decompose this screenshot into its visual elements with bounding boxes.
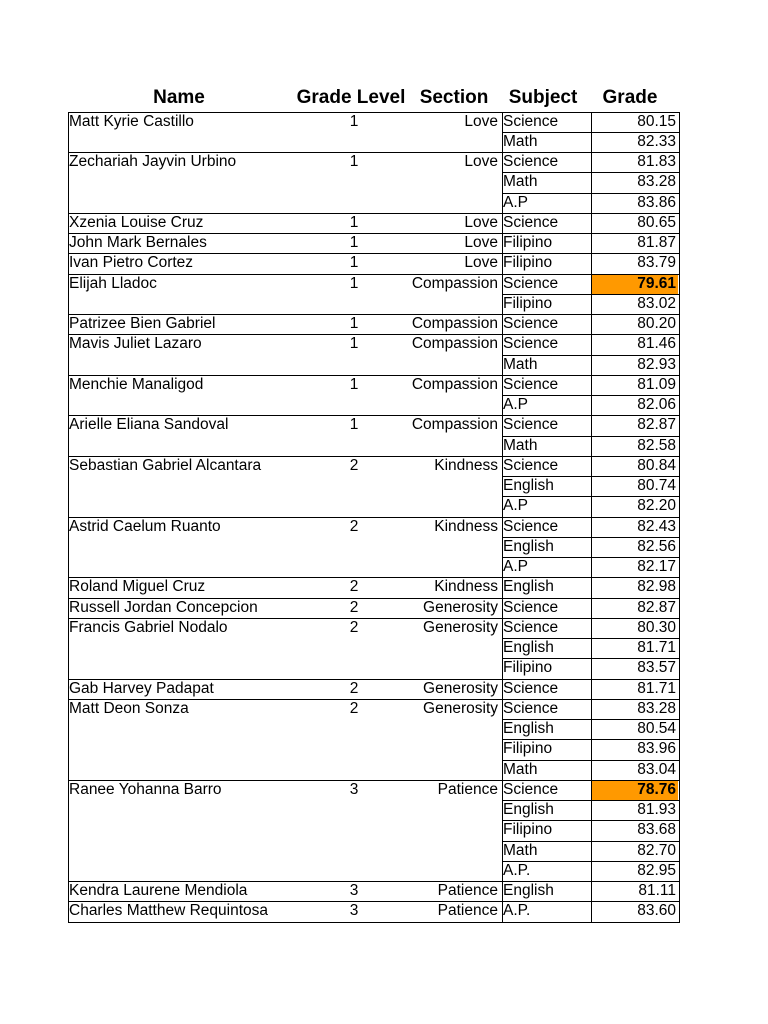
- student-divider: [68, 375, 680, 376]
- student-divider: [68, 415, 680, 416]
- section-name: Love: [464, 213, 498, 231]
- grade-level: 3: [349, 902, 359, 920]
- subject-cell: Math: [503, 760, 538, 778]
- student-name: Zechariah Jayvin Urbino: [69, 153, 237, 170]
- grade-cell: 82.87: [637, 598, 676, 616]
- grade-cell: 82.06: [637, 396, 676, 413]
- grade-cell: 80.15: [637, 112, 676, 130]
- grade-level: 1: [349, 416, 359, 434]
- subject-cell: Science: [503, 274, 559, 292]
- header-subject: Subject: [508, 87, 578, 108]
- student-name: Charles Matthew Requintosa: [69, 902, 269, 920]
- table-top-border: [68, 112, 680, 113]
- subject-cell: Filipino: [503, 254, 553, 272]
- student-divider: [68, 314, 680, 315]
- student-name: Gab Harvey Padapat: [69, 679, 214, 697]
- grade-cell: 81.71: [637, 679, 676, 697]
- column-line-0: [68, 112, 69, 923]
- grade-cell: 83.57: [637, 659, 676, 677]
- subject-cell: Math: [503, 132, 538, 150]
- section-name: Generosity: [423, 699, 498, 717]
- grade-level: 1: [349, 213, 359, 231]
- student-divider: [68, 618, 680, 619]
- subject-cell: A.P: [503, 558, 528, 575]
- subject-cell: Math: [503, 436, 538, 454]
- student-divider: [68, 274, 680, 275]
- grade-level: 2: [349, 578, 359, 596]
- grade-cell: 81.71: [637, 639, 676, 656]
- grade-cell: 83.79: [637, 254, 676, 272]
- header-grade-level: Grade Level: [296, 87, 406, 108]
- grade-cell: 82.93: [637, 355, 676, 373]
- grade-level: 1: [349, 112, 359, 130]
- grade-cell: 82.33: [637, 132, 676, 150]
- section-name: Compassion: [411, 375, 498, 393]
- subject-cell: Math: [503, 355, 538, 373]
- low-grade-cell: 79.61: [591, 274, 678, 294]
- student-divider: [68, 699, 680, 700]
- student-name: John Mark Bernales: [69, 234, 207, 251]
- section-name: Compassion: [411, 335, 498, 353]
- subject-cell: English: [503, 801, 554, 818]
- subject-cell: Science: [503, 416, 559, 434]
- subject-cell: Science: [503, 456, 559, 474]
- grade-cell: 82.20: [637, 497, 676, 515]
- grade-level: 2: [349, 618, 359, 636]
- grade-cell: 81.83: [637, 153, 676, 170]
- student-name: Francis Gabriel Nodalo: [69, 618, 228, 636]
- grade-cell: 80.74: [637, 477, 676, 494]
- grade-cell: 82.56: [637, 537, 676, 555]
- grade-cell: 80.20: [637, 315, 676, 332]
- student-divider: [68, 213, 680, 214]
- section-name: Generosity: [423, 598, 498, 616]
- student-divider: [68, 881, 680, 882]
- subject-cell: Filipino: [503, 234, 553, 251]
- subject-cell: Science: [503, 679, 559, 697]
- grade-cell: 81.46: [637, 335, 676, 353]
- student-name: Menchie Manaligod: [69, 375, 204, 393]
- subject-cell: Science: [503, 315, 559, 332]
- student-divider: [68, 152, 680, 153]
- grade-cell: 83.60: [637, 902, 676, 920]
- subject-cell: Filipino: [503, 294, 553, 312]
- subject-cell: Filipino: [503, 740, 553, 758]
- grade-level: 2: [349, 598, 359, 616]
- section-name: Patience: [437, 902, 498, 920]
- subject-cell: A.P: [503, 193, 528, 211]
- student-name: Astrid Caelum Ruanto: [69, 517, 221, 535]
- column-line-3: [679, 112, 680, 923]
- subject-cell: A.P: [503, 497, 528, 515]
- subject-cell: Science: [503, 618, 559, 636]
- grade-level: 1: [349, 234, 359, 251]
- grade-cell: 82.17: [637, 558, 676, 575]
- section-name: Generosity: [423, 618, 498, 636]
- student-divider: [68, 901, 680, 902]
- student-divider: [68, 577, 680, 578]
- student-divider: [68, 334, 680, 335]
- grade-cell: 82.70: [637, 841, 676, 859]
- subject-cell: English: [503, 477, 554, 494]
- student-divider: [68, 679, 680, 680]
- subject-cell: A.P: [503, 396, 528, 413]
- section-name: Compassion: [411, 416, 498, 434]
- student-divider: [68, 922, 680, 923]
- section-name: Compassion: [411, 315, 498, 332]
- section-name: Kindness: [434, 456, 498, 474]
- subject-cell: Science: [503, 153, 559, 170]
- grade-level: 1: [349, 315, 359, 332]
- subject-cell: Science: [503, 112, 559, 130]
- student-divider: [68, 780, 680, 781]
- student-divider: [68, 517, 680, 518]
- grade-cell: 83.02: [637, 294, 676, 312]
- grade-level: 2: [349, 679, 359, 697]
- subject-cell: Filipino: [503, 821, 553, 839]
- grade-cell: 82.43: [637, 517, 676, 535]
- subject-cell: Science: [503, 335, 559, 353]
- section-name: Compassion: [411, 274, 498, 292]
- grade-cell: 80.30: [637, 618, 676, 636]
- grade-cell: 83.68: [637, 821, 676, 839]
- section-name: Love: [464, 112, 498, 130]
- subject-cell: Science: [503, 213, 559, 231]
- header-grade: Grade: [602, 87, 658, 108]
- grade-cell: 80.84: [637, 456, 676, 474]
- grade-cell: 80.54: [637, 720, 676, 737]
- section-name: Generosity: [423, 679, 498, 697]
- subject-cell: English: [503, 720, 554, 737]
- subject-cell: Science: [503, 598, 559, 616]
- subject-cell: A.P.: [503, 902, 531, 920]
- grade-level: 3: [349, 882, 359, 899]
- section-name: Love: [464, 153, 498, 170]
- grade-cell: 83.28: [637, 699, 676, 717]
- grade-cell: 81.87: [637, 234, 676, 251]
- section-name: Love: [464, 234, 498, 251]
- section-name: Patience: [437, 882, 498, 899]
- subject-cell: Science: [503, 699, 559, 717]
- column-line-2: [591, 112, 592, 923]
- grade-level: 1: [349, 375, 359, 393]
- student-name: Mavis Juliet Lazaro: [69, 335, 202, 353]
- section-name: Kindness: [434, 578, 498, 596]
- subject-cell: A.P.: [503, 861, 531, 879]
- subject-cell: Science: [503, 375, 559, 393]
- subject-cell: Math: [503, 173, 538, 191]
- grade-cell: 80.65: [637, 213, 676, 231]
- grade-level: 2: [349, 456, 359, 474]
- grade-cell: 82.98: [637, 578, 676, 596]
- grade-cell: 82.95: [637, 861, 676, 879]
- grade-cell: 83.96: [637, 740, 676, 758]
- header-name: Name: [153, 87, 205, 108]
- grade-cell: 81.93: [637, 801, 676, 818]
- section-name: Love: [464, 254, 498, 272]
- subject-cell: English: [503, 537, 554, 555]
- student-name: Arielle Eliana Sandoval: [69, 416, 229, 434]
- student-name: Kendra Laurene Mendiola: [69, 882, 248, 899]
- grade-level: 1: [349, 254, 359, 272]
- column-line-1: [502, 112, 503, 923]
- grade-cell: 83.04: [637, 760, 676, 778]
- student-name: Ranee Yohanna Barro: [69, 780, 222, 798]
- grade-level: 2: [349, 517, 359, 535]
- student-divider: [68, 233, 680, 234]
- grade-level: 1: [349, 335, 359, 353]
- grade-level: 2: [349, 699, 359, 717]
- student-name: Ivan Pietro Cortez: [69, 254, 194, 272]
- grade-level: 1: [349, 153, 359, 170]
- student-name: Matt Kyrie Castillo: [69, 112, 194, 130]
- student-name: Roland Miguel Cruz: [69, 578, 206, 596]
- student-name: Sebastian Gabriel Alcantara: [69, 456, 262, 474]
- subject-cell: Science: [503, 517, 559, 535]
- student-divider: [68, 253, 680, 254]
- student-name: Russell Jordan Concepcion: [69, 598, 258, 616]
- section-name: Kindness: [434, 517, 498, 535]
- student-name: Matt Deon Sonza: [69, 699, 189, 717]
- student-name: Patrizee Bien Gabriel: [69, 315, 216, 332]
- grade-cell: 83.28: [637, 173, 676, 191]
- grade-cell: 83.86: [637, 193, 676, 211]
- grade-cell: 81.09: [637, 375, 676, 393]
- subject-cell: Science: [503, 780, 559, 798]
- grade-cell: 82.58: [637, 436, 676, 454]
- grade-level: 1: [349, 274, 359, 292]
- subject-cell: Filipino: [503, 659, 553, 677]
- subject-cell: English: [503, 882, 554, 899]
- section-name: Patience: [437, 780, 498, 798]
- student-name: Elijah Lladoc: [69, 274, 157, 292]
- header-section: Section: [419, 87, 489, 108]
- student-divider: [68, 598, 680, 599]
- student-name: Xzenia Louise Cruz: [69, 213, 204, 231]
- grade-level: 3: [349, 780, 359, 798]
- subject-cell: Math: [503, 841, 538, 859]
- low-grade-cell: 78.76: [591, 780, 678, 800]
- grade-cell: 82.87: [637, 416, 676, 434]
- student-divider: [68, 456, 680, 457]
- subject-cell: English: [503, 639, 554, 656]
- grade-cell: 81.11: [638, 882, 676, 899]
- subject-cell: English: [503, 578, 554, 596]
